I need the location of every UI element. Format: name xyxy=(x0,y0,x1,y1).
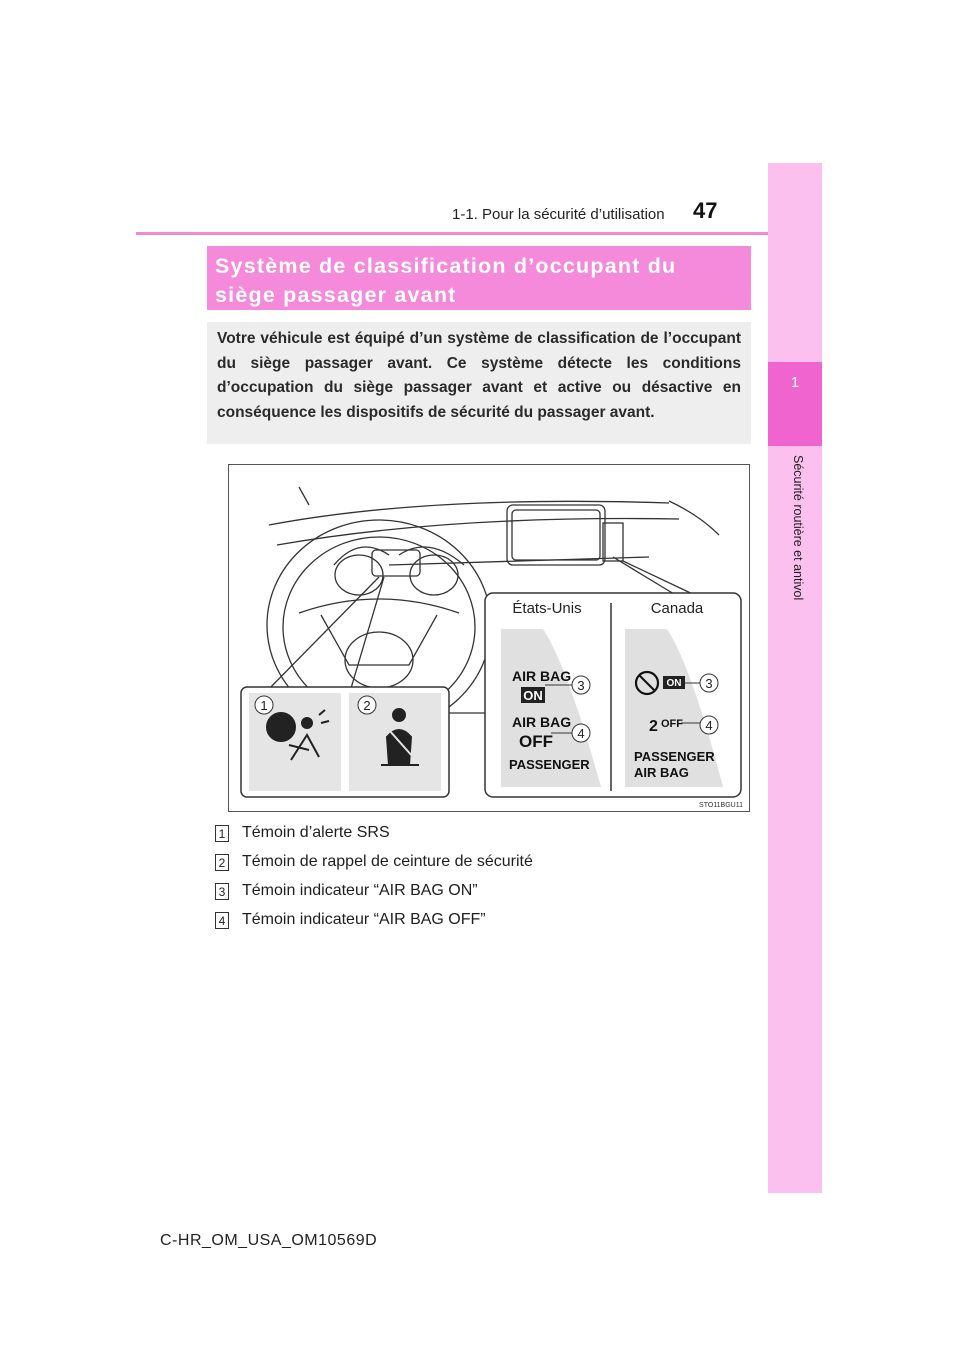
label-canada: Canada xyxy=(650,600,704,617)
usa-callout-4: 4 xyxy=(577,726,585,741)
callout-number: 3 xyxy=(215,883,229,900)
usa-on-badge: ON xyxy=(523,688,543,703)
page-number: 47 xyxy=(693,198,718,223)
canada-callout-4: 4 xyxy=(705,718,713,733)
callout-text: Témoin de rappel de ceinture de sécurité xyxy=(242,853,533,870)
callout-text: Témoin indicateur “AIR BAG OFF” xyxy=(242,911,486,928)
callout-list xyxy=(215,820,755,936)
usa-airbag-off-label: AIR BAG xyxy=(512,714,572,730)
dashboard-diagram xyxy=(229,465,749,811)
section-title-line2: siège passager avant xyxy=(215,283,457,307)
footer-code: C-HR_OM_USA_OM10569D xyxy=(160,1232,378,1249)
callout-number: 2 xyxy=(215,854,229,871)
canada-off-word: OFF xyxy=(661,718,683,730)
header-section: 1-1. Pour la sécurité d’utilisation xyxy=(452,206,665,223)
callout-item xyxy=(215,907,755,936)
canada-callout-3: 3 xyxy=(705,676,713,691)
callout-text: Témoin indicateur “AIR BAG ON” xyxy=(242,882,478,899)
section-title xyxy=(207,246,751,310)
intro-text: Votre véhicule est équipé d’un système de classification de l’occupant du siège passager avant. Ce système détecte les conditions d’occupation du siège passager avant et active ou désactive en conséquence les dispositifs de sécurité du passager avant. xyxy=(217,330,741,421)
usa-passenger-label: PASSENGER xyxy=(509,757,590,772)
figure-illustration xyxy=(228,464,750,812)
figure-callout-1: 1 xyxy=(260,698,268,713)
callout-text: Témoin d’alerte SRS xyxy=(242,824,390,841)
usa-off-word: OFF xyxy=(519,732,553,751)
canada-airbag-label: AIR BAG xyxy=(634,765,689,780)
canada-on-badge: ON xyxy=(666,678,682,689)
callout-number: 1 xyxy=(215,825,229,842)
header-rule xyxy=(136,232,822,235)
side-tab-chapter: 1 xyxy=(790,374,800,391)
figure-callout-2: 2 xyxy=(363,698,371,713)
section-title-line1: Système de classification d’occupant du xyxy=(215,254,677,278)
label-usa: États-Unis xyxy=(512,600,582,617)
canada-off-number: 2 xyxy=(649,718,658,735)
figure-code: STO11BGU11 xyxy=(699,802,743,809)
callout-item xyxy=(215,878,755,907)
callout-item xyxy=(215,849,755,878)
usa-airbag-on-label: AIR BAG xyxy=(512,668,572,684)
callout-item xyxy=(215,820,755,849)
callout-number: 4 xyxy=(215,912,229,929)
usa-callout-3: 3 xyxy=(577,678,585,693)
side-tab-label: Sécurité routière et antivol xyxy=(791,455,805,601)
canada-passenger-label: PASSENGER xyxy=(634,749,715,764)
intro-box xyxy=(207,322,751,444)
